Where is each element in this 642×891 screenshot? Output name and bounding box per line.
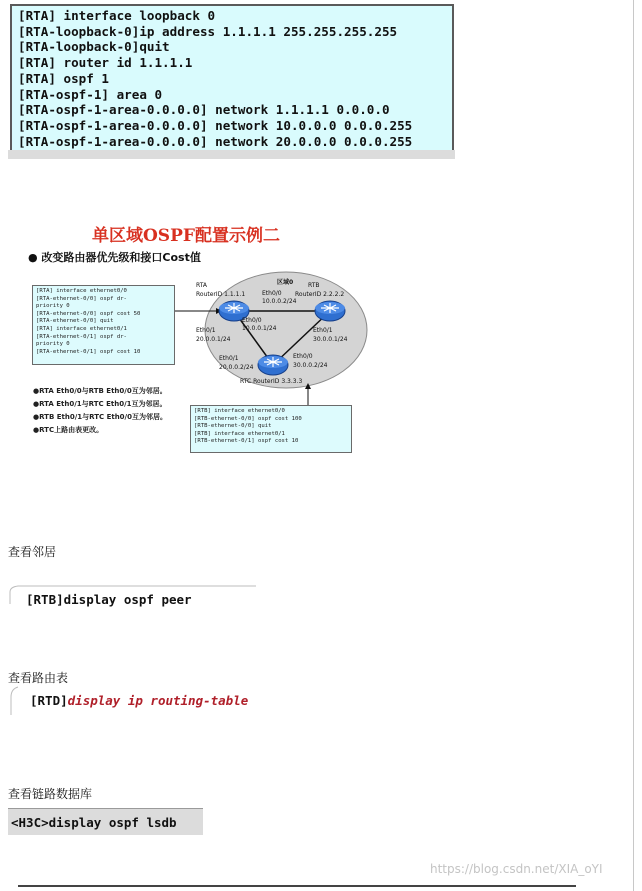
right-border-line [633, 0, 634, 891]
router-rtc-icon [258, 355, 288, 375]
code-line: [RTA] ospf 1 [18, 70, 109, 86]
rtb-eth00-label: Eth0/0 [262, 290, 282, 297]
code-line: [RTA] router id 1.1.1.1 [18, 55, 193, 71]
rtb-eth00-ip: 10.0.0.2/24 [262, 298, 297, 305]
watermark-text: https://blog.csdn.net/XIA_oYI [430, 862, 603, 876]
config-line: [RTA] interface ethernet0/1 [36, 325, 127, 332]
config-line: priority 0 [36, 341, 70, 348]
code-line: [RTA-ospf-1-area-0.0.0.0] network 20.0.0.0 0.0.0.255 [18, 133, 413, 149]
neighbors-heading: 查看邻居 [8, 545, 57, 559]
config-line: [RTA-ethernet-0/0] quit [36, 318, 114, 325]
config-line: [RTB-ethernet-0/0] quit [194, 423, 272, 430]
rta-eth01-ip: 20.0.0.1/24 [196, 336, 231, 343]
neighbors-command: [RTB]display ospf peer [26, 592, 192, 607]
rtc-label: RTC RouterID 3.3.3.3 [240, 378, 303, 385]
area-label: 区域0 [277, 279, 294, 286]
routing-prompt: [RTD] [30, 693, 68, 708]
config-line: [RTA-ethernet-0/1] ospf cost 10 [36, 348, 141, 355]
routing-command [30, 693, 248, 708]
code-line: [RTA-ospf-1] area 0 [18, 86, 163, 102]
rta-name: RTA [196, 282, 208, 289]
slide-title: 单区域OSPF配置示例二 [92, 226, 280, 246]
bullet-item: ●RTB Eth0/1与RTC Eth0/0互为邻居。 [33, 413, 167, 421]
lsdb-command: <H3C>display ospf lsdb [11, 815, 177, 830]
bullet-item: ●RTC上路由表更改。 [33, 426, 104, 434]
config-line: [RTA] interface ethernet0/0 [36, 288, 127, 294]
rtb-eth01-label: Eth0/1 [313, 327, 333, 334]
code-line: [RTA] interface loopback 0 [18, 8, 216, 23]
rtc-eth00-label: Eth0/0 [293, 353, 313, 360]
config-line: [RTB] interface ethernet0/1 [194, 430, 285, 437]
routing-table-heading: 查看路由表 [8, 671, 69, 685]
code-block-shadow [8, 150, 455, 159]
rta-router-id: RouterID 1.1.1.1 [196, 291, 246, 298]
rta-eth00-ip: 10.0.0.1/24 [242, 325, 277, 332]
config-line: [RTB-ethernet-0/0] ospf cost 100 [194, 415, 302, 422]
code-line: [RTA-loopback-0]ip address 1.1.1.1 255.255.255.255 [18, 23, 398, 39]
rtc-eth01-label: Eth0/1 [219, 355, 239, 362]
config-line: priority 0 [36, 303, 70, 310]
rtc-eth00-ip: 30.0.0.2/24 [293, 362, 328, 369]
rtb-eth01-ip: 30.0.0.1/24 [313, 336, 348, 343]
code-line: [RTA-ospf-1-area-0.0.0.0] network 1.1.1.1 0.0.0.0 [18, 102, 390, 118]
code-line: [RTA-ospf-1-area-0.0.0.0] network 10.0.0.0 0.0.0.255 [18, 117, 413, 133]
rtb-router-id: RouterID 2.2.2.2 [295, 291, 345, 298]
config-code-lines [18, 8, 412, 149]
code-frame-line [8, 685, 28, 717]
config-line: [RTB-ethernet-0/1] ospf cost 10 [194, 438, 299, 445]
lsdb-heading: 查看链路数据库 [8, 787, 93, 801]
slide-subtitle: ● 改变路由器优先级和接口Cost值 [28, 251, 201, 264]
rta-eth01-label: Eth0/1 [196, 327, 216, 334]
bullet-item: ●RTA Eth0/0与RTB Eth0/0互为邻居。 [33, 387, 167, 395]
rta-eth00-label: Eth0/0 [242, 317, 262, 324]
config-line: [RTA-ethernet-0/0] ospf cost 50 [36, 310, 141, 317]
rtb-name: RTB [308, 282, 320, 289]
slide-bullets [33, 385, 167, 437]
config-line: [RTA-ethernet-0/0] ospf dr- [36, 295, 127, 302]
routing-command-text: display ip routing-table [67, 693, 249, 708]
bullet-item: ●RTA Eth0/1与RTC Eth0/1互为邻居。 [33, 400, 167, 408]
rtc-eth01-ip: 20.0.0.2/24 [219, 364, 254, 371]
router-rtb-icon [315, 301, 345, 321]
code-line: [RTA-loopback-0]quit [18, 39, 170, 55]
config-line: [RTA-ethernet-0/1] ospf dr- [36, 333, 127, 340]
config-line: [RTB] interface ethernet0/0 [194, 408, 285, 414]
bottom-divider [18, 885, 576, 887]
rtb-config-box [190, 405, 352, 453]
ospf-example-slide [20, 215, 460, 460]
